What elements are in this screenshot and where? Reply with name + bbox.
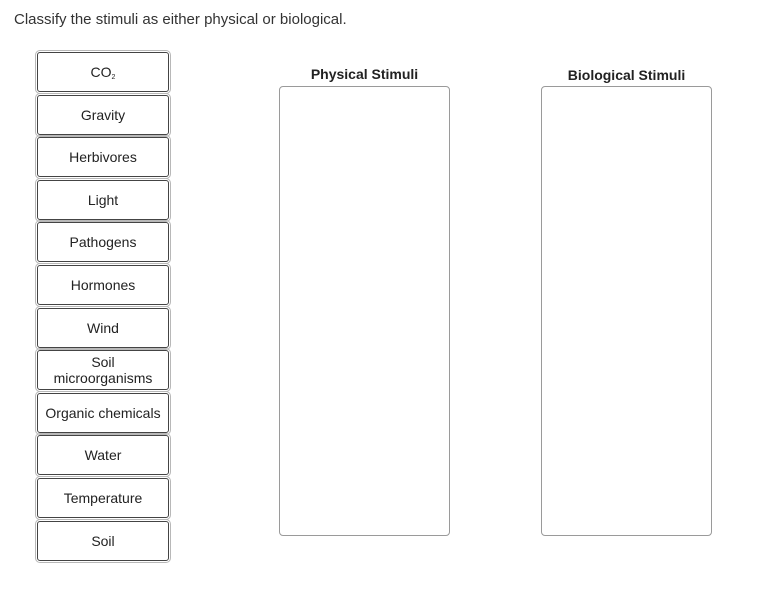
drag-item-temperature[interactable] (37, 478, 169, 518)
drag-item-label: Hormones (70, 276, 136, 293)
biological-stimuli-drop-zone[interactable] (541, 86, 712, 536)
drag-item-label: Soil microorganisms (53, 354, 153, 387)
drag-item-co2[interactable] (37, 52, 169, 92)
drag-item-soil[interactable] (37, 521, 169, 561)
drag-item-label: $CO_2$ (90, 64, 116, 81)
drag-item-label: Pathogens (69, 234, 137, 251)
draggable-items-list (37, 52, 169, 563)
drag-item-label: Wind (87, 319, 119, 336)
drag-item-label: Organic chemicals (45, 404, 161, 421)
drag-item-gravity[interactable] (37, 95, 169, 135)
drag-item-label: Herbivores (69, 149, 137, 166)
drag-item-label: Light (87, 191, 119, 208)
drag-item-water[interactable] (37, 435, 169, 475)
drag-item-pathogens[interactable] (37, 222, 169, 262)
drag-item-label: Gravity (80, 106, 126, 123)
physical-stimuli-drop-zone[interactable] (279, 86, 450, 536)
drag-item-herbivores[interactable] (37, 137, 169, 177)
drag-item-label: Soil (91, 532, 115, 549)
instruction-text: Classify the stimuli as either physical or biological. (14, 11, 347, 28)
drag-item-organic-chemicals[interactable] (37, 393, 169, 433)
drag-item-hormones[interactable] (37, 265, 169, 305)
drag-item-label: Temperature (63, 489, 143, 506)
drag-item-wind[interactable] (37, 308, 169, 348)
biological-stimuli-heading: Biological Stimuli (567, 67, 686, 83)
physical-stimuli-heading: Physical Stimuli (310, 66, 419, 82)
drag-item-soil-microorganisms[interactable] (37, 350, 169, 390)
drag-item-light[interactable] (37, 180, 169, 220)
drag-item-label: Water (84, 447, 122, 464)
